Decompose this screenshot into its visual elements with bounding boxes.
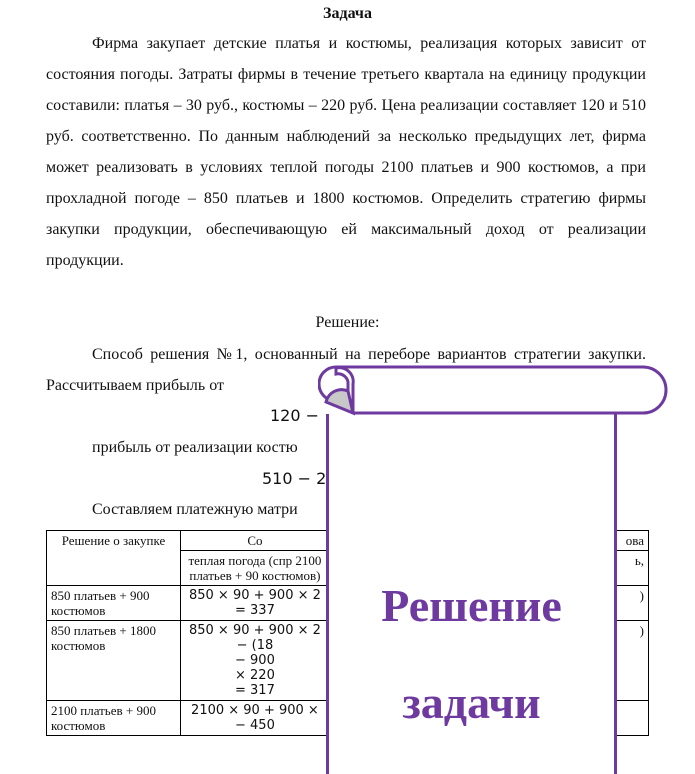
solution-heading: Решение:	[315, 314, 380, 331]
row-decision: 850 платьев + 1800 костюмов	[47, 621, 181, 701]
header-warm-weather: теплая погода (спр 2100 платьев + 90 костюмов)	[181, 551, 330, 586]
row-right: )	[329, 586, 648, 621]
problem-paragraph: Фирма закупает детские платья и костюмы, реализация которых зависит от состояния погоды. Затраты фирмы в течение третьего квартала на единицу продукции составили: платья – 30 руб., костюмы – 220 руб. Цена реализации составляет 120 и 510 руб. соответственно. По данным наблюдений за несколько предыдущих лет, фирма может реализовать в условиях теплой погоды 2100 платьев и 900 костюмов, а при прохладной погоде – 850 платьев и 1800 костюмов. Определить стратегию фирмы закупки продукции, обеспечивающую ей максимальный доход от реализации продукции.	[46, 35, 646, 269]
payoff-matrix-line: Составляем платежную матри	[92, 501, 298, 518]
header-col3-sub: ь,	[329, 551, 648, 586]
solution-intro-paragraph: Способ решения №1, основанный на переборе вариантов стратегии закупки. Рассчитываем прибыль от	[46, 346, 646, 394]
row-calc: 850 × 90 + 900 × 2 − (18 − 900 × 220 = 317	[181, 621, 330, 701]
row-calc: 2100 × 90 + 900 × − 450	[181, 701, 330, 736]
formula-dress-profit: 120 −	[270, 406, 320, 425]
header-conditions: Со	[181, 531, 330, 551]
row-decision: 2100 платьев + 900 костюмов	[47, 701, 181, 736]
scroll-body	[326, 414, 617, 774]
suit-profit-line: прибыль от реализации костю	[92, 439, 298, 456]
document-title: Задача	[323, 5, 372, 22]
formula-suit-profit: 510 − 2	[262, 469, 327, 488]
header-decision: Решение о закупке	[47, 531, 181, 586]
header-col3: ова	[329, 531, 648, 551]
row-right: )	[329, 621, 648, 701]
row-calc: 850 × 90 + 900 × 2 = 337	[181, 586, 330, 621]
row-decision: 850 платьев + 900 костюмов	[47, 586, 181, 621]
scroll-roll-icon	[318, 364, 668, 418]
overlay-title-line2: задачи	[402, 677, 541, 728]
overlay-title-line1: Решение	[381, 580, 562, 631]
